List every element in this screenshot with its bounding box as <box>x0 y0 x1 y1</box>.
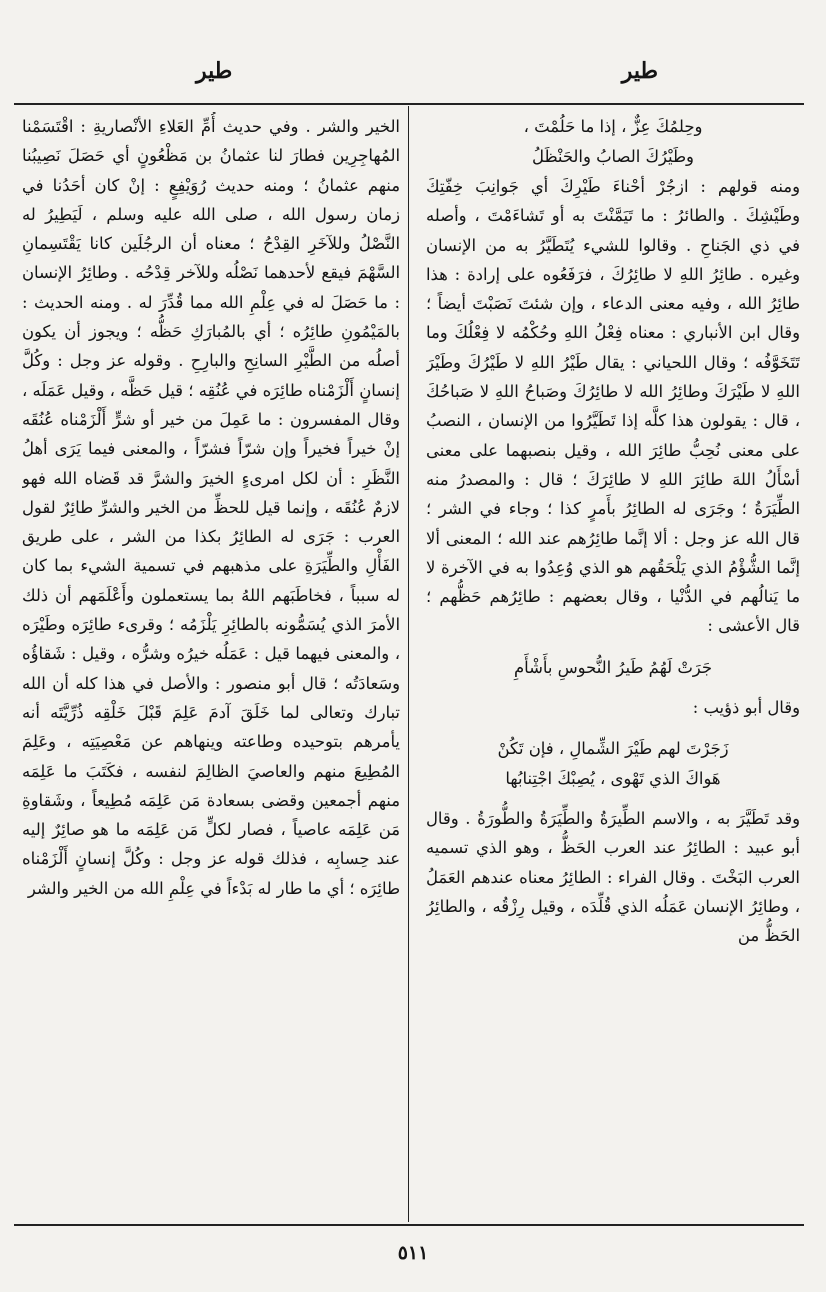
page-number: ٥١١ <box>397 1242 429 1264</box>
right-paragraph-3: وقد تَطَيَّرَ به ، والاسم الطِّيرَةُ والطِّيَرَةُ والطُّورَةُ . وقال أبو عبيد : الطائِرُ عند العرب الحَظُّ ، وهو الذي تسميه العرب البَخْتَ . وقال الفراء : الطائِرُ معناه عندهم العَمَلُ ، وطائِرُ الإنسان عَمَلُه الذي قُلِّدَه ، وقيل رِزْقُه ، والطائِرُ الحَظُّ من <box>426 809 800 946</box>
verse-1-line-2: وطَيْرُكَ الصابُ والحَنْظَلُ <box>532 147 694 166</box>
right-paragraph-1: ومنه قولهم : ازجُرْ أحْناءَ طَيْرِكَ أي جَوانِبَ خِفّتِكَ وطَيْشِكَ . والطائرُ : ما تَيَمَّنْتَ به أو تَشاءَمْتَ ، وأصله في ذي الجَناحِ . وقالوا للشيء يُتَطَيَّرُ به من الإنسان وغيره . طائِرُ اللهِ لا طائِرُكَ ، فرَفَعُوه على إرادة : هذا طائِرُ الله ، وفيه معنى الدعاء ، وإن شئتَ نَصَبْتَ أيضاً ؛ وقال ابن الأنباري : معناه فِعْلُ اللهِ وحُكْمُه لا فِعْلُكَ وما تَتَخَوَّفُه ؛ وقال اللحياني : يقال طَيْرُ اللهِ لا طَيْرُكَ وطَيْرَ اللهِ لا طَيْرَكَ وطائِرُ الله لا طائِرُكَ وصَباحُ اللهِ لا صَباحُكَ ، قال : يقولون هذا كلَّه إذا تَطَيَّرُوا من الإنسان ، النصبُ على معنى نُحِبُّ طائِرَ الله ، وقيل بنصبهما على معنى أسْأَلُ اللهَ طائِرَ اللهِ لا طائِرَكَ ؛ قال : والمصدرُ منه الطِّيَرَةُ ؛ وجَرَى له الطائِرُ بأَمرٍ كذا ؛ وجاء في الشر ؛ قال الله عز وجل : ألا إنَّما طائِرُهم عند الله ؛ المعنى ألا إنَّما الشُّؤْمُ الذي يَلْحَقُهم هو الذي وُعِدُوا به في الآخرة لا ما يَنالُهم في الدُّنْيا ، وقال بعضهم : طائِرُهم حَظُّهم ؛ قال الأعشى : <box>426 177 800 636</box>
column-divider <box>408 106 409 1222</box>
verse-1 <box>426 112 800 172</box>
header-rule <box>14 103 804 105</box>
footer-rule <box>14 1224 804 1226</box>
right-paragraph-2: وقال أبو ذؤيب : <box>692 697 800 717</box>
headword-right: طير <box>621 58 658 84</box>
verse-1-line-1: وحِلمُكَ عِزٌّ ، إذا ما حَلُمْتَ ، <box>523 117 703 136</box>
left-paragraph-1: الخير والشر . وفي حديث أُمِّ العَلاءِ الأنْصاريةِ : اقْتَسَمْنا المُهاجِرِين فطارَ لنا عثمانُ بن مَظْعُونٍ أي حَصَلَ نَصِيبُنا منهم عثمانُ ؛ ومنه حديث رُوَيْفِعٍ : إنْ كان أحَدُنا في زمان رسول الله ، صلى الله عليه وسلم ، لَيَطِيرُ له النَّصْلُ وللآخَرِ القِدْحُ ؛ معناه أن الرجُلَين كانا يَقْتَسِمانِ السَّهْمَ فيقع لأحدهما نَصْلُه وللآخر قِدْحُه . وطائِرُ الإنسان : ما حَصَلَ له في عِلْمِ الله مما قُدِّرَ له . ومنه الحديث : بالمَيْمُونِ طائِرُه ؛ أي بالمُبارَكِ حَظُّه ؛ ويجوز أن يكون أصلُه من الطَّيْرِ السانِحِ والبارِحِ . وقوله عز وجل : وكُلَّ إنسانٍ أَلْزَمْناه طائِرَه في عُنُقِه ؛ قيل حَظَّه ، وقيل عَمَلَه ، وقال المفسرون : ما عَمِلَ من خير أو شرٍّ أَلْزَمْناه عُنُقَه إنْ خيراً فخيراً وإن شرّاً فشرّاً ، والمعنى فيما يَرَى أهلُ النَّظَرِ : أن لكل امرىءٍ الخيرَ والشرَّ قد قَضاه الله فهو لازمٌ عُنُقَه ، وإنما قيل للحظِّ من الخير والشرِّ طائِرٌ لقول العرب : جَرَى له الطائِرُ بكذا من الشر ، على طريق الفَأْلِ والطِّيَرَةِ على مذهبهم في تسمية الشيء بما كان له سبباً ، فخاطَبَهم اللهُ بما يستعملون وأَعْلَمَهم أن ذلك الأمرَ الذي يُسَمُّونه بالطائِرِ يَلْزَمُه ؛ وقرىء طائِرَه وطَيْرَه ، والمعنى فيهما قيل : عَمَلُه خيرُه وشرُّه ، وقيل : شَقاؤُه وسَعادَتُه ؛ قال أبو منصور : والأصل في هذا كله أن الله تبارك وتعالى لما خَلَقَ آدمَ عَلِمَ قَبْلَ خَلْقِه ذُرِّيَّتَه أنه يأمرهم بتوحيده وطاعته وينهاهم عن مَعْصِيَتِه ، وعَلِمَ المُطِيعَ منهم والعاصيَ الظالِمَ لنفسه ، فكَتَبَ ما عَلِمَه منهم أجمعين وقضى بسعادة مَن عَلِمَه مُطِيعاً ، وشَقاوةِ مَن عَلِمَه عاصياً ، فصار لكلٍّ مَن عَلِمَه ما هو صائِرٌ إليه عند حِسابِه ، فذلك قوله عز وجل : وكُلَّ إنسانٍ أَلْزَمْناه طائِرَه ؛ أي ما طار له بَدْءاً في عِلْمِ الله من الخير والشر <box>22 117 400 898</box>
left-column <box>22 112 400 1220</box>
verse-3 <box>426 734 800 794</box>
headword-left: طير <box>196 58 233 84</box>
verse-3-line-1: زَجَرْتَ لهم طَيْرَ الشِّمالِ ، فإن تَكُنْ <box>497 739 729 759</box>
verse-2: جَرَتْ لَهُمُ طَيرُ النُّحوسِ بأَشْأَمِ <box>514 657 712 677</box>
right-column <box>426 112 800 1220</box>
verse-3-line-2: هَواكَ الذي تَهْوى ، يُصِبْكَ اجْتِنابُها <box>505 769 721 789</box>
